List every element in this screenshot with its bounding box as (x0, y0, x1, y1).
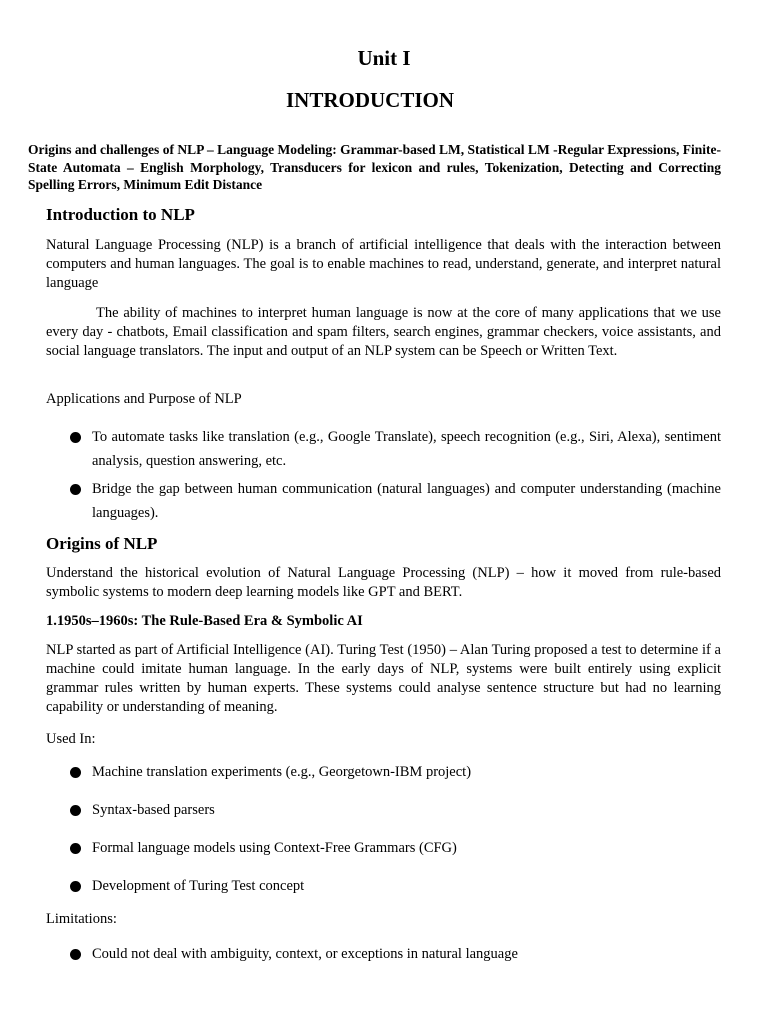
applications-list (46, 425, 721, 525)
list-item: Bridge the gap between human communication (natural languages) and computer understanding (machine languages). (46, 477, 721, 525)
intro-paragraph-1: Natural Language Processing (NLP) is a branch of artificial intelligence that deals with the interaction between computers and human languages. The goal is to enable machines to read, understand, generate, and interpret natural language (46, 237, 721, 291)
bullet-icon (70, 949, 81, 960)
era-heading: 1.1950s–1960s: The Rule-Based Era & Symbolic AI (46, 613, 363, 629)
limitations-list (46, 942, 721, 966)
unit-title: Unit I (357, 46, 411, 70)
origins-paragraph: Understand the historical evolution of Natural Language Processing (NLP) – how it moved from rule-based symbolic systems to modern deep learning models like GPT and BERT. (46, 565, 721, 600)
limitations-label: Limitations: (46, 911, 117, 927)
bullet-icon (70, 484, 81, 495)
origins-heading: Origins of NLP (46, 534, 158, 553)
list-item: Formal language models using Context-Free Grammars (CFG) (46, 836, 721, 860)
syllabus-summary: Origins and challenges of NLP – Language Modeling: Grammar-based LM, Statistical LM -Regular Expressions, Finite-State Automata – English Morphology, Transducers for lexicon and rules, Tokenization, Detecting and Correcting Spelling Errors, Minimum Edit Distance (28, 142, 721, 192)
bullet-icon (70, 843, 81, 854)
bullet-icon (70, 881, 81, 892)
intro-heading: Introduction to NLP (46, 205, 195, 224)
list-item: Machine translation experiments (e.g., Georgetown-IBM project) (46, 760, 721, 784)
list-item: Could not deal with ambiguity, context, or exceptions in natural language (46, 942, 721, 966)
era-paragraph: NLP started as part of Artificial Intelligence (AI). Turing Test (1950) – Alan Turing proposed a test to determine if a machine could imitate human language. In the early days of NLP, systems were built entirely using explicit grammar rules written by human experts. These systems could analyse sentence structure but had no learning capability or understanding of meaning. (46, 642, 721, 715)
bullet-icon (70, 805, 81, 816)
bullet-icon (70, 432, 81, 443)
used-in-list (46, 760, 721, 898)
list-item: Development of Turing Test concept (46, 874, 721, 898)
applications-label: Applications and Purpose of NLP (46, 391, 242, 407)
used-in-label: Used In: (46, 731, 96, 747)
intro-paragraph-2: The ability of machines to interpret human language is now at the core of many applications that we use every day - chatbots, Email classification and spam filters, search engines, grammar checkers, voice assistants, and social language translators. The input and output of an NLP system can be Speech or Written Text. (46, 305, 721, 359)
list-item: To automate tasks like translation (e.g., Google Translate), speech recognition (e.g., Siri, Alexa), sentiment analysis, question answering, etc. (46, 425, 721, 473)
list-item: Syntax-based parsers (46, 798, 721, 822)
chapter-title: INTRODUCTION (285, 88, 455, 112)
bullet-icon (70, 767, 81, 778)
